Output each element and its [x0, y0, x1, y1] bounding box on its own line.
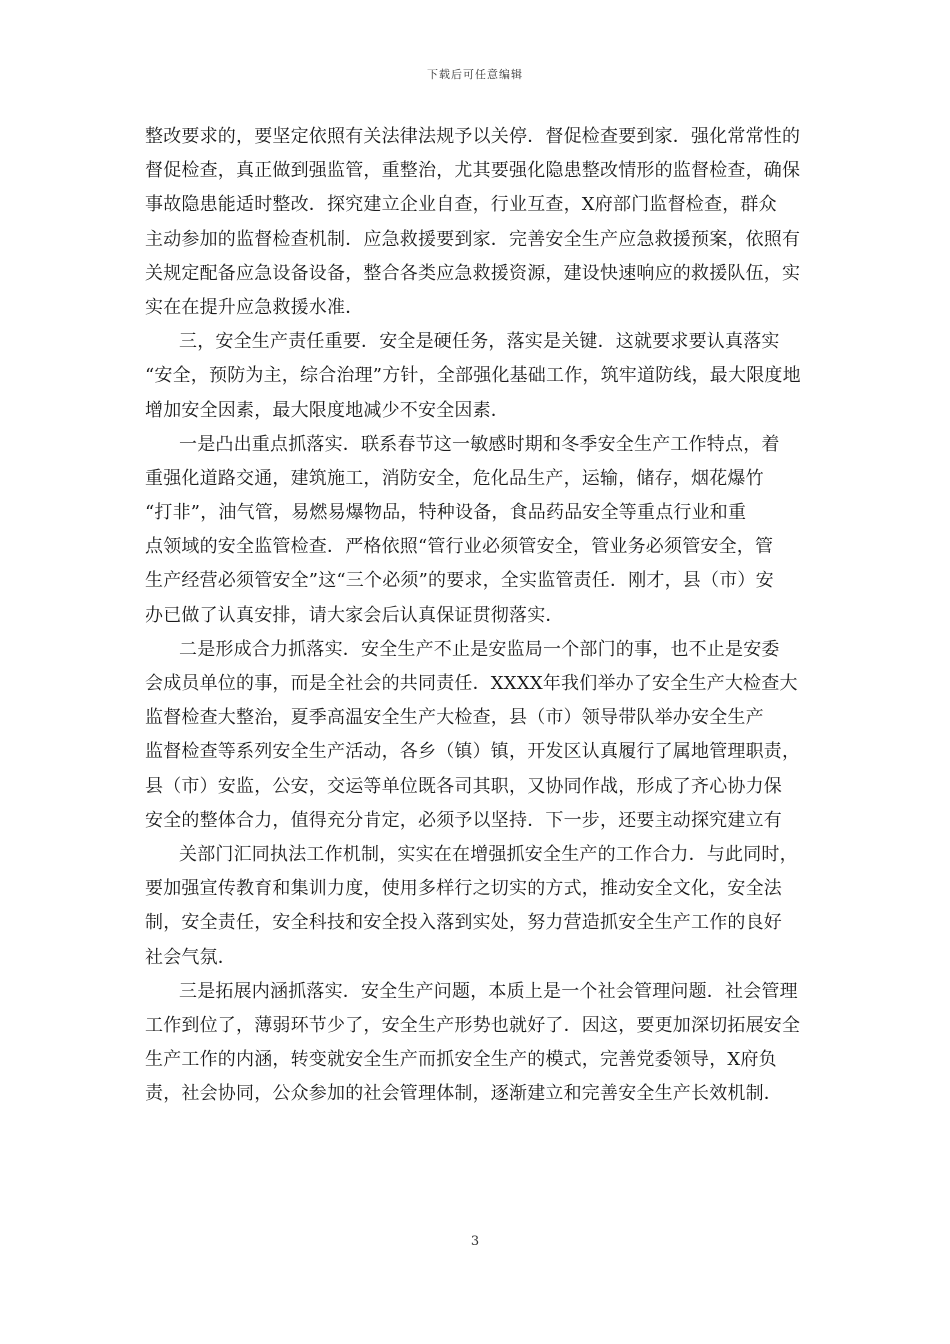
- text-line: “安全，预防为主，综合治理”方针，全部强化基础工作，筑牢道防线，最大限度地: [145, 365, 801, 387]
- text-line: 制，安全责任，安全科技和安全投入落到实处，努力营造抓安全生产工作的良好: [145, 912, 782, 934]
- text-line: 主动参加的监督检查机制．应急救援要到家．完善安全生产应急救援预案，依照有: [145, 228, 801, 250]
- text-line: 整改要求的，要坚定依照有关法律法规予以关停．督促检查要到家．强化常常性的: [145, 126, 801, 147]
- text-line: 县（市）安监，公安，交运等单位既各司其职，又协同作战，形成了齐心协力保: [145, 775, 782, 797]
- text-line: 工作到位了，薄弱环节少了，安全生产形势也就好了．因这，要更加深切拓展安全: [145, 1014, 801, 1036]
- text-line: 点领域的安全监管检查．严格依照“管行业必须管安全，管业务必须管安全，管: [145, 536, 774, 558]
- text-line: 督促检查，真正做到强监管，重整治，尤其要强化隐患整改情形的监督检查，确保: [145, 160, 801, 182]
- page-header: 下载后可任意编辑: [427, 68, 523, 81]
- paragraph-start-line: 关部门汇同执法工作机制，实实在在增强抓安全生产的工作合力．与此同时，: [179, 843, 798, 865]
- paragraph-start-line: 三，安全生产责任重要．安全是硬任务，落实是关键．这就要求要认真落实: [179, 331, 780, 353]
- text-line: 监督检查大整治，夏季高温安全生产大检查，县（市）领导带队举办安全生产: [145, 707, 764, 729]
- text-line: 监督检查等系列安全生产活动，各乡（镇）镇，开发区认真履行了属地管理职责，: [145, 741, 801, 763]
- text-line: 关规定配备应急设备设备，整合各类应急救援资源，建设快速响应的救援队伍，实: [145, 262, 801, 284]
- text-line: 生产经营必须管安全”这“三个必须”的要求，全实监管责任．刚才，县（市）安: [145, 570, 774, 592]
- text-line: 重强化道路交通，建筑施工，消防安全，危化品生产，运输，储存，烟花爆竹: [145, 467, 764, 489]
- text-line: 增加安全因素，最大限度地减少不安全因素．: [145, 399, 509, 421]
- text-line: 责，社会协同，公众参加的社会管理体制，逐渐建立和完善安全生产长效机制．: [145, 1083, 782, 1105]
- text-line: “打非”，油气管，易燃易爆物品，特种设备，食品药品安全等重点行业和重: [145, 502, 747, 524]
- text-line: 要加强宣传教育和集训力度，使用多样行之切实的方式，推动安全文化，安全法: [145, 878, 782, 900]
- text-line: 社会气氛．: [145, 946, 236, 968]
- text-line: 办已做了认真安排，请大家会后认真保证贯彻落实．: [145, 604, 564, 626]
- text-line: 会成员单位的事，而是全社会的共同责任．XXXX年我们举办了安全生产大检查大: [145, 673, 798, 694]
- document-body: [145, 120, 805, 1111]
- paragraph-start-line: 三是拓展内涵抓落实．安全生产问题，本质上是一个社会管理问题．社会管理: [179, 980, 798, 1002]
- text-line: 实在在提升应急救援水准．: [145, 296, 364, 318]
- text-line: 安全的整体合力，值得充分肯定，必须予以坚持．下一步，还要主动探究建立有: [145, 809, 782, 831]
- page-number: 3: [470, 1234, 480, 1249]
- text-line: 事故隐患能适时整改．探究建立企业自查，行业互查，X府部门监督检查，群众: [145, 194, 777, 216]
- text-line: 生产工作的内涵，转变就安全生产而抓安全生产的模式，完善党委领导，X府负: [145, 1049, 777, 1071]
- paragraph-start-line: 一是凸出重点抓落实．联系春节这一敏感时期和冬季安全生产工作特点，着: [179, 433, 780, 455]
- paragraph-start-line: 二是形成合力抓落实．安全生产不止是安监局一个部门的事，也不止是安委: [179, 638, 780, 660]
